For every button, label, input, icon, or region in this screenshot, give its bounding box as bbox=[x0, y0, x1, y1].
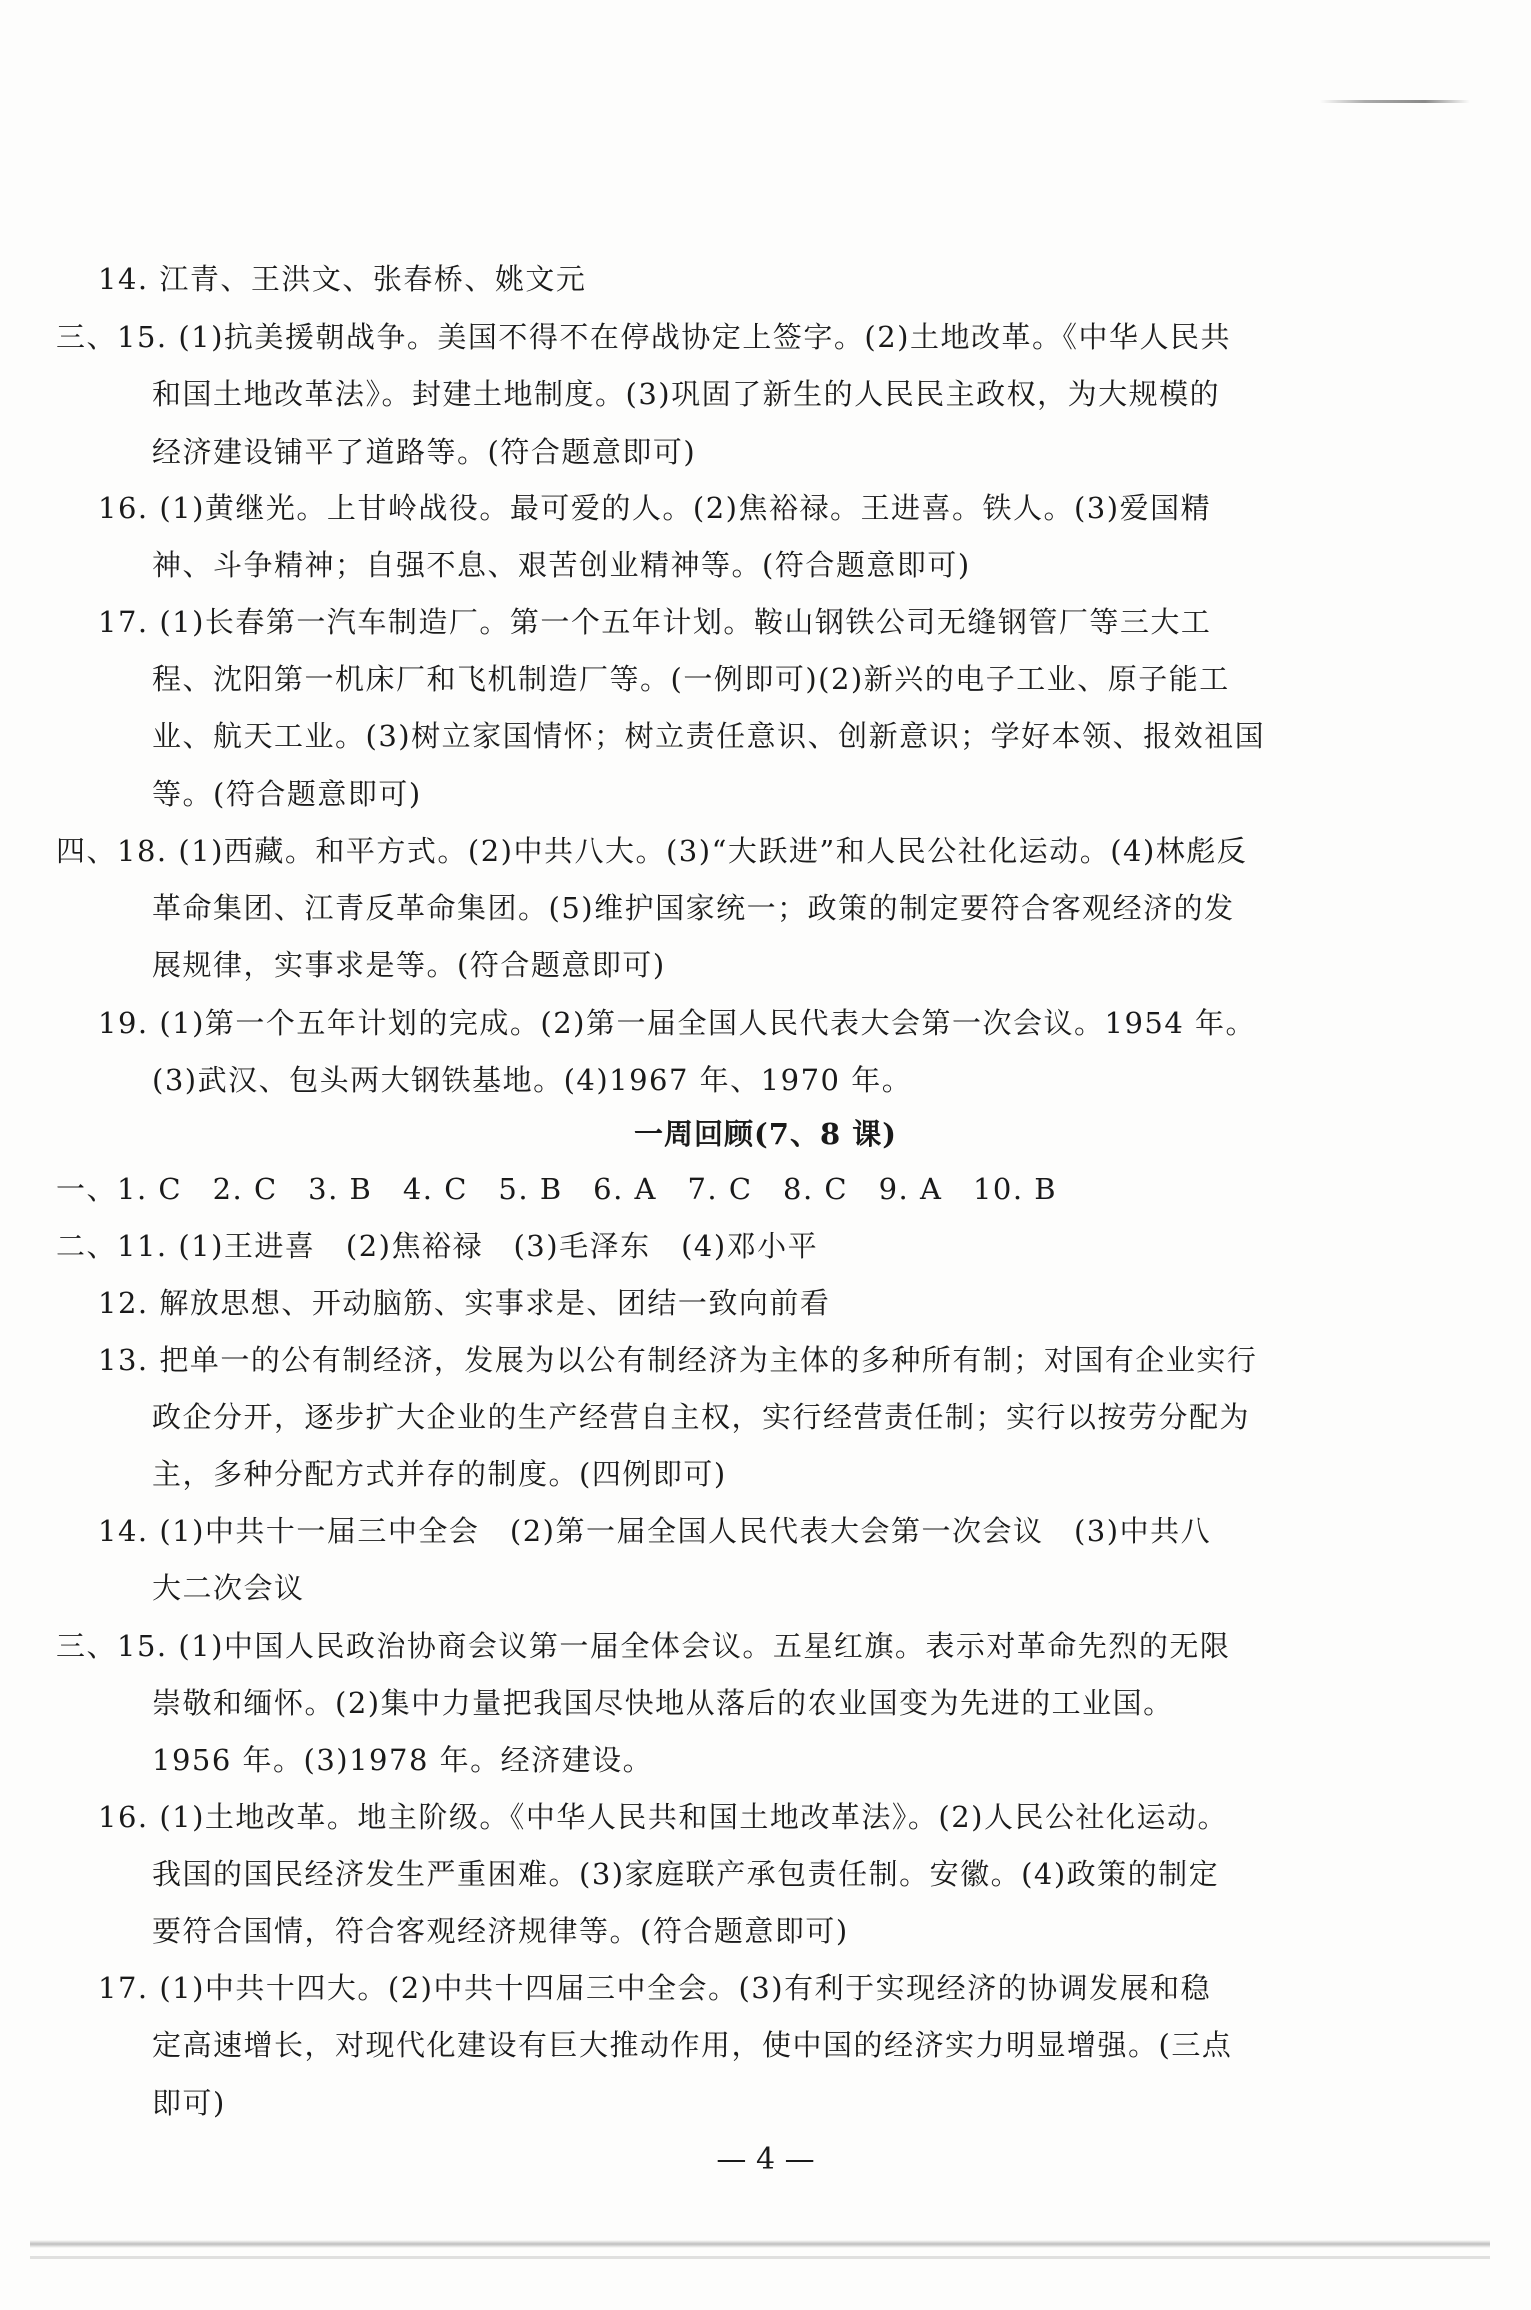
answer-line: 业、航天工业。(3)树立家国情怀；树立责任意识、创新意识；学好本领、报效祖国 bbox=[152, 719, 1266, 753]
answer-line: (3)武汉、包头两大钢铁基地。(4)1967 年、1970 年。 bbox=[152, 1063, 913, 1097]
answer-line: 19. (1)第一个五年计划的完成。(2)第一届全国人民代表大会第一次会议。1954 年。 bbox=[98, 1006, 1257, 1040]
answer-line: 定高速增长，对现代化建设有巨大推动作用，使中国的经济实力明显增强。(三点 bbox=[152, 2028, 1233, 2062]
answer-line: 17. (1)中共十四大。(2)中共十四届三中全会。(3)有利于实现经济的协调发展和稳 bbox=[98, 1971, 1212, 2005]
answer-line: 等。(符合题意即可) bbox=[152, 777, 422, 811]
answer-line: 17. (1)长春第一汽车制造厂。第一个五年计划。鞍山钢铁公司无缝钢管厂等三大工 bbox=[98, 605, 1212, 639]
answer-line: 三、15. (1)中国人民政治协商会议第一届全体会议。五星红旗。表示对革命先烈的无限 bbox=[56, 1629, 1231, 1663]
answer-line: 14. 江青、王洪文、张春桥、姚文元 bbox=[98, 262, 587, 296]
answer-line: 14. (1)中共十一届三中全会 (2)第一届全国人民代表大会第一次会议 (3)中共八 bbox=[98, 1514, 1212, 1548]
answer-line: 1956 年。(3)1978 年。经济建设。 bbox=[152, 1743, 654, 1777]
answer-line: 展规律，实事求是等。(符合题意即可) bbox=[152, 948, 666, 982]
page-number: — 4 — bbox=[716, 2142, 815, 2177]
answer-line: 大二次会议 bbox=[152, 1571, 305, 1605]
answer-line: 13. 把单一的公有制经济，发展为以公有制经济为主体的多种所有制；对国有企业实行 bbox=[98, 1343, 1258, 1377]
answer-line: 即可) bbox=[152, 2086, 226, 2120]
answer-line: 主，多种分配方式并存的制度。(四例即可) bbox=[152, 1457, 727, 1491]
answer-line: 四、18. (1)西藏。和平方式。(2)中共八大。(3)“大跃进”和人民公社化运动。(4)林彪反 bbox=[56, 834, 1248, 868]
answer-line: 经济建设铺平了道路等。(符合题意即可) bbox=[152, 435, 697, 469]
answer-line: 一、1. C 2. C 3. B 4. C 5. B 6. A 7. C 8. C 9. A 10. B bbox=[56, 1172, 1058, 1206]
answer-line: 和国土地改革法》。封建土地制度。(3)巩固了新生的人民民主政权，为大规模的 bbox=[152, 377, 1221, 411]
answer-line: 三、15. (1)抗美援朝战争。美国不得不在停战协定上签字。(2)土地改革。《中华人民共 bbox=[56, 320, 1231, 354]
answer-line: 二、11. (1)王进喜 (2)焦裕禄 (3)毛泽东 (4)邓小平 bbox=[56, 1229, 819, 1263]
answer-line: 16. (1)土地改革。地主阶级。《中华人民共和国土地改革法》。(2)人民公社化运动。 bbox=[98, 1800, 1228, 1834]
answer-line: 我国的国民经济发生严重困难。(3)家庭联产承包责任制。安徽。(4)政策的制定 bbox=[152, 1857, 1220, 1891]
answer-line: 要符合国情，符合客观经济规律等。(符合题意即可) bbox=[152, 1914, 849, 1948]
scan-edge-bottom bbox=[30, 2240, 1490, 2248]
answer-line: 崇敬和缅怀。(2)集中力量把我国尽快地从落后的农业国变为先进的工业国。 bbox=[152, 1686, 1174, 1720]
answer-line: 革命集团、江青反革命集团。(5)维护国家统一；政策的制定要符合客观经济的发 bbox=[152, 891, 1235, 925]
answer-line: 16. (1)黄继光。上甘岭战役。最可爱的人。(2)焦裕禄。王进喜。铁人。(3)爱国精 bbox=[98, 491, 1212, 525]
answer-line: 12. 解放思想、开动脑筋、实事求是、团结一致向前看 bbox=[98, 1286, 831, 1320]
answer-line: 政企分开，逐步扩大企业的生产经营自主权，实行经营责任制；实行以按劳分配为 bbox=[152, 1400, 1251, 1434]
scan-edge-bottom-line bbox=[30, 2256, 1490, 2259]
section-title: 一周回顾(7、8 课) bbox=[634, 1117, 897, 1151]
answer-line: 程、沈阳第一机床厂和飞机制造厂等。(一例即可)(2)新兴的电子工业、原子能工 bbox=[152, 662, 1230, 696]
answer-line: 神、斗争精神；自强不息、艰苦创业精神等。(符合题意即可) bbox=[152, 548, 971, 582]
scan-mark-top bbox=[1320, 100, 1470, 103]
